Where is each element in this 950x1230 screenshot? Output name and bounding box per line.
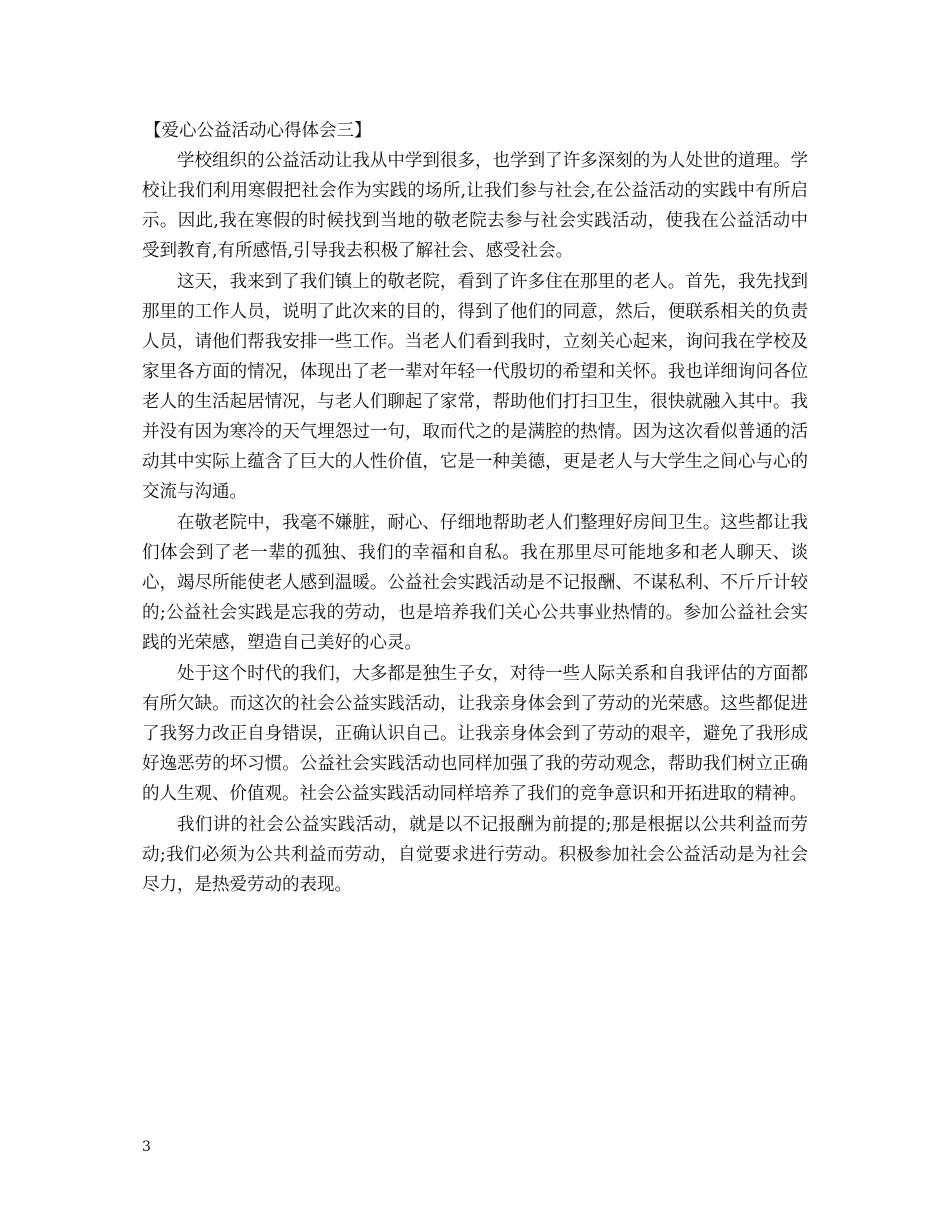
paragraph-2: 这天，我来到了我们镇上的敬老院，看到了许多住在那里的老人。首先，我先找到那里的工作人员，说明了此次来的目的，得到了他们的同意，然后，便联系相关的负责人员，请他们帮我安排一些工作。当老人们看到我时，立刻关心起来，询问我在学校及家里各方面的情况，体现出了老一辈对年轻一代殷切的希望和关怀。我也详细询问各位老人的生活起居情况，与老人们聊起了家常，帮助他们打扫卫生，很快就融入其中。我并没有因为寒冷的天气埋怨过一句，取而代之的是满腔的热情。因为这次看似普通的活动其中实际上蕴含了巨大的人性价值，它是一种美德，更是老人与大学生之间心与心的交流与沟通。: [142, 272, 808, 502]
paragraph-4: 处于这个时代的我们，大多都是独生子女，对待一些人际关系和自我评估的方面都有所欠缺。而这次的社会公益实践活动，让我亲身体会到了劳动的光荣感。这些都促进了我努力改正自身错误，正确认识自己。让我亲身体会到了劳动的艰辛，避免了我形成好逸恶劳的坏习惯。公益社会实践活动也同样加强了我的劳动观念，帮助我们树立正确的人生观、价值观。社会公益实践活动同样培养了我们的竞争意识和开拓进取的精神。: [142, 664, 808, 804]
page-number: 3: [142, 1139, 151, 1155]
section-heading: 【爱心公益活动心得体会三】: [144, 121, 372, 141]
paragraph-5: 我们讲的社会公益实践活动，就是以不记报酬为前提的;那是根据以公共利益而劳动;我们必须为公共利益而劳动，自觉要求进行劳动。积极参加社会公益活动是为社会尽力，是热爱劳动的表现。: [142, 815, 808, 895]
paragraph-1: 学校组织的公益活动让我从中学到很多，也学到了许多深刻的为人处世的道理。学校让我们利用寒假把社会作为实践的场所,让我们参与社会,在公益活动的实践中有所启示。因此,我在寒假的时候找到当地的敬老院去参与社会实践活动，使我在公益活动中受到教育,有所感悟,引导我去积极了解社会、感受社会。: [142, 151, 808, 261]
paragraph-3: 在敬老院中，我毫不嫌脏，耐心、仔细地帮助老人们整理好房间卫生。这些都让我们体会到了老一辈的孤独、我们的幸福和自私。我在那里尽可能地多和老人聊天、谈心，竭尽所能使老人感到温暖。公益社会实践活动是不记报酬、不谋私利、不斤斤计较的;公益社会实践是忘我的劳动，也是培养我们关心公共事业热情的。参加公益社会实践的光荣感，塑造自己美好的心灵。: [142, 513, 808, 653]
document-body: [142, 116, 808, 900]
